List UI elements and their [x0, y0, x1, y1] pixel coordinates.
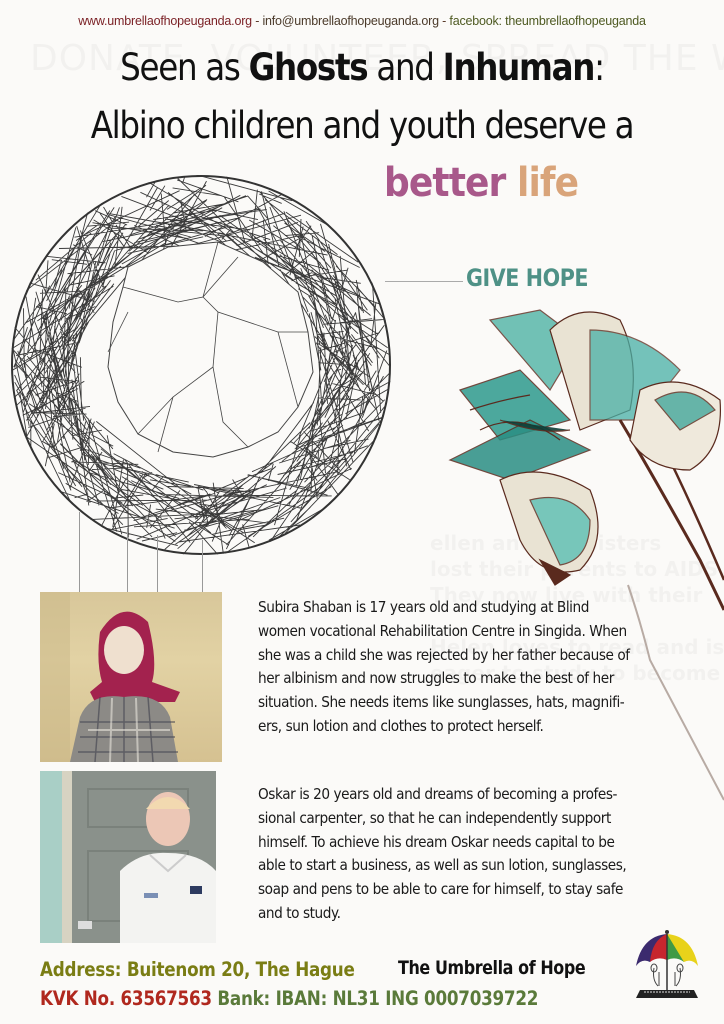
- email-link[interactable]: info@umbrellaofhopeuganda.org: [262, 14, 439, 28]
- website-link[interactable]: www.umbrellaofhopeuganda.org: [78, 14, 252, 28]
- life-word: life: [505, 160, 579, 206]
- story-line: women vocational Rehabilitation Centre in Singida. When: [258, 621, 627, 640]
- story-line: sional carpenter, so that he can independently support: [258, 808, 611, 827]
- headline-text: and: [367, 46, 443, 89]
- headline-emphasis-ghosts: Ghosts: [248, 46, 368, 89]
- headline-emphasis-inhuman: Inhuman: [442, 46, 595, 89]
- headline-text: :: [594, 46, 604, 89]
- story-line: she was a child she was rejected by her father because of: [258, 645, 630, 664]
- flower-illustration: [440, 300, 724, 600]
- connector-line: [202, 540, 203, 592]
- story-line: ers, sun lotion and clothes to protect herself.: [258, 716, 544, 735]
- story-oskar: [258, 783, 690, 926]
- headline-text: Seen as: [120, 46, 249, 89]
- story-subira: [258, 596, 690, 739]
- story-line: her albinism and now struggles to make the best of her: [258, 669, 614, 688]
- bank-iban: Bank: IBAN: NL31 ING 0007039722: [211, 987, 539, 1010]
- story-line: himself. To achieve his dream Oskar needs capital to be: [258, 832, 615, 851]
- umbrella-logo-icon: [634, 928, 700, 1014]
- footer-registration: [40, 987, 538, 1010]
- network-circle-illustration: [8, 172, 398, 562]
- photo-oskar: [40, 771, 216, 943]
- headline-line-1: [43, 46, 680, 89]
- separator: -: [438, 14, 450, 28]
- footer-address: Address: Buitenom 20, The Hague: [40, 958, 355, 981]
- story-line: Oskar is 20 years old and dreams of becoming a profes-: [258, 785, 618, 803]
- connector-line: [157, 535, 158, 592]
- portrait-girl-icon: [40, 592, 222, 762]
- footer-org-name: The Umbrella of Hope: [398, 957, 586, 979]
- story-line: soap and pens to be able to care for himself, to stay safe: [258, 880, 624, 899]
- story-line: Subira Shaban is 17 years old and studying at Blind: [258, 598, 589, 616]
- kvk-number: KVK No. 63567563: [40, 987, 212, 1010]
- story-line: and to study.: [258, 903, 341, 922]
- headline-better-life: [384, 160, 578, 206]
- photo-subira-shaban: [40, 592, 222, 762]
- story-line: situation. She needs items like sunglasses, hats, magnifi-: [258, 693, 625, 712]
- portrait-boy-icon: [40, 771, 216, 943]
- facebook-link[interactable]: facebook: theumbrellaofhopeuganda: [449, 14, 646, 28]
- connector-line: [127, 528, 128, 592]
- separator: -: [251, 14, 263, 28]
- headline-line-2: Albino children and youth deserve a: [90, 104, 634, 147]
- contact-line: [0, 14, 724, 28]
- give-hope-connector: [385, 281, 463, 282]
- story-line: able to start a business, as well as sun lotion, sunglasses,: [258, 856, 627, 875]
- connector-line: [79, 512, 80, 592]
- give-hope-label: GIVE HOPE: [466, 264, 589, 292]
- better-word: better: [384, 160, 506, 206]
